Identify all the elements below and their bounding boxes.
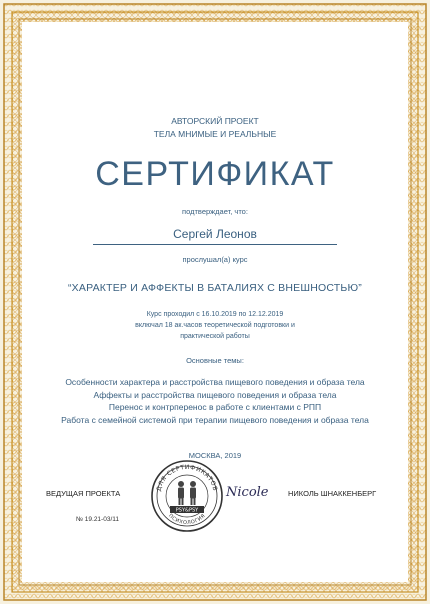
name-underline bbox=[93, 244, 337, 245]
signature bbox=[224, 478, 268, 504]
signer-name: НИКОЛЬ ШНАККЕНБЕРГ bbox=[288, 489, 377, 498]
topics-list bbox=[0, 376, 430, 426]
details-line-2: включал 18 ак.часов теоретической подготовки и bbox=[135, 322, 295, 329]
confirms-text: подтверждает, что: bbox=[182, 207, 248, 216]
topic-item: Особенности характера и расстройства пищевого поведения и образа тела bbox=[65, 377, 365, 387]
certificate-title: СЕРТИФИКАТ bbox=[95, 155, 335, 193]
topic-item: Аффекты и расстройства пищевого поведения и образа тела bbox=[93, 389, 337, 400]
project-line-1: АВТОРСКИЙ ПРОЕКТ bbox=[171, 116, 259, 126]
details-line-1: Курс проходил с 16.10.2019 по 12.12.2019 bbox=[146, 311, 284, 318]
certificate-number: № 19.21-03/11 bbox=[76, 516, 119, 523]
recipient-name: Сергей Леонов bbox=[173, 227, 257, 241]
city-year: МОСКВА, 2019 bbox=[188, 451, 242, 460]
seal-stamp-icon bbox=[150, 459, 224, 533]
project-line-2: ТЕЛА МНИМЫЕ И РЕАЛЬНЫЕ bbox=[153, 129, 277, 139]
course-title: “ХАРАКТЕР И АФФЕКТЫ В БАТАЛИЯХ С ВНЕШНОСТЬЮ” bbox=[67, 282, 362, 294]
topics-heading: Основные темы: bbox=[186, 356, 244, 365]
topic-item: Перенос и контрперенос в работе с клиентами с РПП bbox=[108, 402, 322, 412]
seal-center-text: PSY&PSY bbox=[175, 507, 199, 514]
details-line-3: практической работы bbox=[180, 333, 250, 340]
topic-item: Работа с семейной системой при терапии пищевого поведения и образа тела bbox=[61, 414, 369, 425]
signature-text: Nicole bbox=[226, 485, 268, 500]
completed-text: прослушал(а) курс bbox=[182, 255, 248, 264]
course-details bbox=[0, 309, 430, 342]
seal-bottom-text: ПСИХОЛОГИЯ bbox=[167, 512, 207, 527]
lead-label: ВЕДУЩАЯ ПРОЕКТА bbox=[46, 489, 121, 498]
seal-top-text: ДЛЯ СЕРТИФИКАТОВ bbox=[155, 463, 219, 492]
